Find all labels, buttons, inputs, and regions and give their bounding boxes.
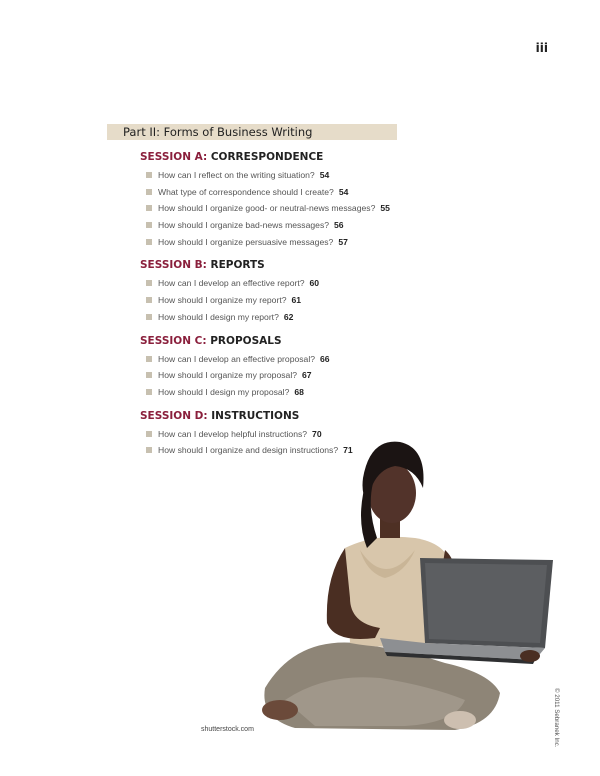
entry-page-number: 67 xyxy=(302,370,312,381)
entry-text: How should I organize good- or neutral-news messages? xyxy=(158,203,376,214)
toc-entry[interactable] xyxy=(140,200,440,217)
session-name: REPORTS xyxy=(210,259,265,272)
entry-page-number: 55 xyxy=(380,203,390,214)
entry-page-number: 68 xyxy=(294,386,304,397)
session-code: SESSION C: xyxy=(140,334,207,347)
entry-text: How can I develop an effective proposal? xyxy=(158,353,316,364)
toc-entry[interactable] xyxy=(140,367,440,384)
entry-page-number: 70 xyxy=(312,428,322,439)
entry-page-number: 60 xyxy=(309,278,320,289)
toc-entry[interactable] xyxy=(140,292,440,309)
square-bullet-icon xyxy=(146,205,152,211)
entry-page-number: 57 xyxy=(338,236,348,247)
toc-entry[interactable] xyxy=(140,234,440,251)
square-bullet-icon xyxy=(146,389,152,395)
toc-entry[interactable] xyxy=(140,309,440,326)
page-number: iii xyxy=(535,41,548,55)
copyright-notice: © 2011 Sebranek Inc. xyxy=(553,688,560,748)
square-bullet-icon xyxy=(146,239,152,245)
square-bullet-icon xyxy=(146,356,152,362)
square-bullet-icon xyxy=(146,297,152,303)
entry-text: How should I organize bad-news messages? xyxy=(158,220,330,231)
toc-entry[interactable] xyxy=(140,351,440,368)
entry-text: How should I organize persuasive messages? xyxy=(158,236,334,247)
entry-page-number: 54 xyxy=(319,170,330,180)
session-heading xyxy=(140,258,440,272)
photo-credit: shutterstock.com xyxy=(201,726,254,733)
entry-text: How can I reflect on the writing situation? xyxy=(158,170,315,180)
square-bullet-icon xyxy=(146,280,152,286)
toc-session xyxy=(140,258,440,325)
entry-text: How should I organize my proposal? xyxy=(158,370,298,381)
part-heading-bar xyxy=(107,124,397,140)
entry-text: How can I develop an effective report? xyxy=(158,278,305,289)
woman-with-laptop-photo xyxy=(255,438,555,738)
entry-page-number: 54 xyxy=(338,186,349,197)
session-name: CORRESPONDENCE xyxy=(210,151,324,163)
entry-text: How can I develop helpful instructions? xyxy=(158,428,308,439)
entry-page-number: 56 xyxy=(334,220,344,231)
entry-page-number: 66 xyxy=(320,353,330,364)
square-bullet-icon xyxy=(146,222,152,228)
entry-text: How should I design my proposal? xyxy=(158,386,290,397)
toc-session xyxy=(140,334,440,401)
part-title: Part II: Forms of Business Writing xyxy=(123,125,313,139)
toc-entry[interactable] xyxy=(140,384,440,401)
entry-text: How should I design my report? xyxy=(158,311,279,322)
session-heading xyxy=(140,334,440,348)
entry-text: What type of correspondence should I create? xyxy=(158,186,334,197)
entry-text: How should I organize and design instructions? xyxy=(158,445,339,456)
entry-page-number: 61 xyxy=(291,295,302,306)
entry-text: How should I organize my report? xyxy=(158,295,287,306)
entry-page-number: 62 xyxy=(283,311,294,322)
entry-page-number: 71 xyxy=(343,445,353,456)
session-name: INSTRUCTIONS xyxy=(211,409,300,422)
toc-entry[interactable] xyxy=(140,184,440,201)
square-bullet-icon xyxy=(146,314,152,320)
toc-session xyxy=(140,150,440,250)
square-bullet-icon xyxy=(146,431,152,437)
session-code: SESSION D: xyxy=(140,409,208,422)
toc-entry[interactable] xyxy=(140,167,440,184)
square-bullet-icon xyxy=(146,447,152,453)
session-code: SESSION A: xyxy=(140,151,208,163)
session-heading xyxy=(140,150,440,164)
toc-entry[interactable] xyxy=(140,275,440,292)
session-heading xyxy=(140,409,440,423)
square-bullet-icon xyxy=(146,172,152,178)
table-of-contents xyxy=(140,150,440,467)
square-bullet-icon xyxy=(146,189,152,195)
session-name: PROPOSALS xyxy=(210,334,282,347)
square-bullet-icon xyxy=(146,372,152,378)
session-code: SESSION B: xyxy=(140,259,207,272)
toc-entry[interactable] xyxy=(140,217,440,234)
